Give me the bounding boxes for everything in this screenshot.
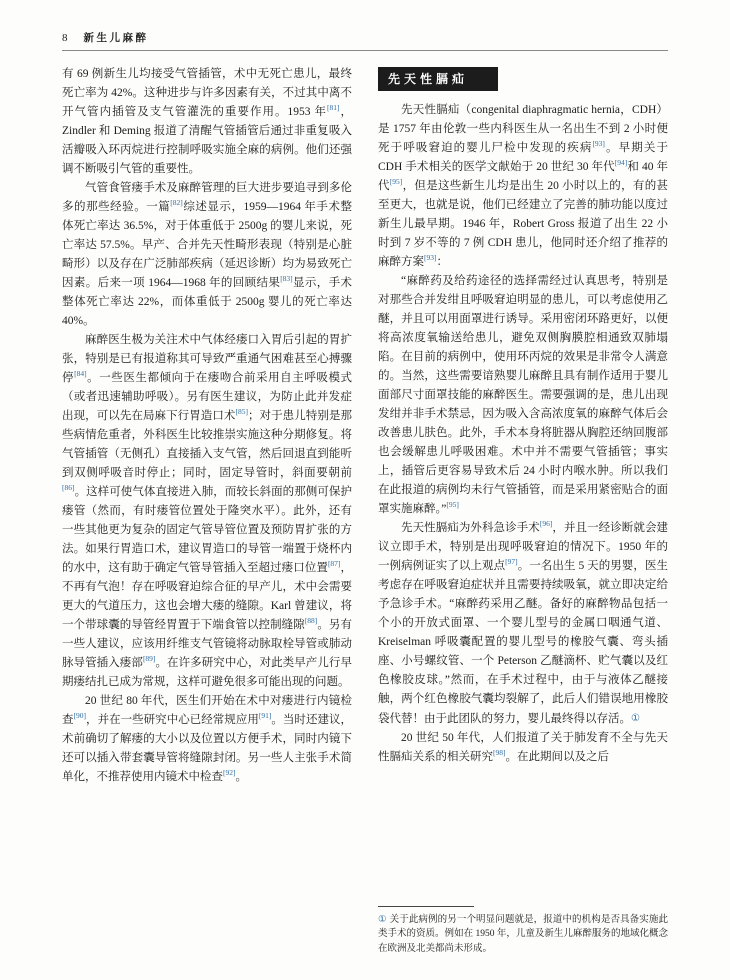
right-paragraph [378, 519, 668, 729]
citation-ref: [92] [223, 768, 236, 778]
text-run: 显示，手术整体死亡率达 22%，而体重低于 2500g 婴儿的死亡率达 40%。 [62, 277, 352, 327]
citation-ref: [87] [327, 559, 341, 569]
citation-ref: [96] [539, 519, 553, 529]
text-run: 。在许多研究中心，对此类早产儿行早期瘘结扎已成为常规，这样可避免很多可能出现的问题。 [62, 657, 352, 688]
citation-ref: [88] [304, 616, 318, 626]
text-run: 和 40 年代 [378, 161, 668, 192]
book-title: 新生儿麻醉 [83, 33, 149, 44]
text-run: 。另有一些人建议，应该用纤维支气管镜将动脉取栓导管或肺动脉导管插入瘘部 [62, 619, 352, 669]
text-run: ： [436, 256, 448, 268]
footnote-text: 关于此病例的另一个明显问题就是，报道中的机构是否具备实施此类手术的资质。例如在 1950 年，儿童及新生儿麻醉服务的地域化概念在欧洲及北美都尚未形成。 [378, 914, 668, 954]
right-column [378, 65, 668, 956]
citation-ref: [85] [235, 407, 248, 417]
text-run: ，Zindler 和 Deming 报道了清醒气管插管后通过非重复吸入活瓣吸入环丙烷进行控制呼吸实施全麻的病例。他们还强调不断吸引气管的重要性。 [62, 106, 352, 175]
citation-ref: [97] [505, 557, 518, 567]
citation-ref: [84] [74, 369, 87, 379]
right-paragraph [378, 729, 668, 767]
text-run: ，并且一经诊断就会建议立即手术，特别是出现呼吸窘迫的情况下。1950 年的一例病例证实了以上观点 [378, 522, 668, 572]
left-paragraph [62, 65, 352, 179]
left-paragraph [62, 331, 352, 692]
text-run: 20 世纪 80 年代，医生们开始在术中对瘘进行内镜检查 [62, 695, 352, 726]
citation-ref: [83] [280, 274, 293, 284]
citation-ref: [93] [592, 139, 605, 149]
text-run: ，但是这些新生儿均是出生 20 小时以上的，有的甚至更大，也就是说，他们已经建立了完善的肺功能以度过新生儿最早期。1946 年，Robert Gross 报道了出生 22 小时到 7 岁不等的 7 例 CDH 患儿，他同时还介绍了推荐的麻醉方案 [378, 180, 668, 268]
text-run: 。一名出生 5 天的男婴，医生考虑存在呼吸窘迫症状并且需要持续吸氧，就立即决定给予急诊手术。“麻醉药采用乙醚。备好的麻醉物品包括一个小的开放式面罩、一个婴儿型号的金属口咽通气道、Kreiselman 呼吸囊配置的婴儿型号的橡胶气囊、弯头插座、小号螺纹管、一个 Peterson 乙醚滴杯、贮气囊以及红色橡胶皮球。”然而，在手术过程中，由于与液体乙醚接触，两个红色橡胶气囊均裂解了，此后人们错误地用橡胶袋代替！由于此团队的努力，婴儿最终得以存活。 [378, 560, 668, 725]
text-run: ，不再有气泡！存在呼吸窘迫综合征的早产儿，术中会需要更大的气道压力，这也会增大瘘的缝隙。Karl 曾建议，将一个带球囊的导管经胃置于下端食管以控制缝隙 [62, 562, 352, 631]
footnote-marker: ① [378, 914, 387, 925]
text-run: 气管食管瘘手术及麻醉管理的巨大进步要追寻到多伦多的那些经验。一篇 [62, 182, 352, 213]
citation-ref: [91] [258, 711, 272, 721]
section-heading: 先天性膈疝 [378, 67, 498, 91]
citation-ref: [89] [142, 654, 156, 664]
right-paragraph [378, 101, 668, 272]
text-run: 。 [235, 771, 247, 783]
text-run: 。在此期间以及之后 [505, 751, 609, 763]
citation-ref: [95] [389, 177, 403, 187]
footnote [378, 913, 668, 957]
right-paragraph [378, 272, 668, 519]
text-run: 麻醉医生极为关注术中气体经瘘口入胃后引起的胃扩张，特别是已有报道称其可导致严重通气困难甚至心搏骤停 [62, 334, 352, 384]
citation-ref: [90] [73, 711, 87, 721]
citation-ref: [81] [326, 103, 340, 113]
text-run: 。早期关于 CDH 手术相关的医学文献始于 20 世纪 30 年代 [378, 142, 668, 173]
citation-ref: [93] [424, 253, 437, 263]
left-paragraph [62, 692, 352, 787]
page-number: 8 [62, 32, 68, 44]
left-column [62, 65, 352, 956]
text-run: 先天性膈疝为外科急诊手术 [401, 522, 540, 534]
text-run: ；对于患儿特别是那些病情危重者，外科医生比较推崇实施这种分期修复。将气管插管（无侧孔）直接插入支气管，然后回退直到能听到双侧呼吸音时停止；同时，固定导管时，斜面要朝前 [62, 410, 353, 479]
text-run: 。一些医生都倾向于在瘘吻合前采用自主呼吸模式（或者迅速辅助呼吸）。另有医生建议，为防止此并发症出现，可以先在局麻下行胃造口术 [62, 372, 353, 422]
section-heading-row [378, 67, 668, 91]
page-header [62, 30, 668, 51]
text-run: 综述显示，1959—1964 年手术整体死亡率达 36.5%，对于体重低于 2500g 的婴儿来说，死亡率达 57.5%。早产、合并先天性畸形表现（特别是心脏畸形）以及存在广泛肺部疾病（延迟诊断）均为易致死亡因素。后来一项 1964—1968 年的回顾结果 [62, 201, 352, 289]
citation-ref: [95] [446, 500, 459, 510]
citation-ref: [94] [614, 158, 628, 168]
citation-ref: [98] [493, 748, 506, 758]
right-column-text [378, 101, 668, 767]
two-column-body [62, 65, 668, 956]
text-run: 先天性膈疝（congenital diaphragmatic hernia，CDH）是 1757 年由伦敦一些内科医生从一名出生不到 2 小时便死于呼吸窘迫的婴儿尸检中发现的疾病 [378, 104, 668, 154]
citation-ref: [86] [62, 483, 75, 493]
text-run: 。当时还建议，术前确切了解瘘的大小以及位置以方便手术，同时内镜下还可以插入带套囊导管将缝隙封闭。另一些人主张手术简单化，不推荐使用内镜术中检查 [62, 714, 353, 783]
footnote-ref: ① [631, 713, 640, 724]
citation-ref: [82] [170, 198, 183, 208]
text-run: 有 69 例新生儿均接受气管插管，术中无死亡患儿，最终死亡率为 42%。这种进步与许多因素有关，不过其中离不开气管内插管及支气管灌洗的重要作用。1953 年 [62, 68, 352, 118]
footnote-divider [378, 906, 474, 907]
footnote-block [378, 906, 668, 957]
left-column-text [62, 65, 352, 787]
left-paragraph [62, 179, 352, 331]
text-run: 。这样可使气体直接进入肺，而较长斜面的那侧可保护瘘管（然而，有时瘘管位置处于隆突水平）。此外，还有一些其他更为复杂的固定气管导管位置及预防胃扩张的方法。如果行胃造口术，建议胃造口的导管一端置于烧杯内的水中，这有助于确定气管导管插入至超过瘘口位置 [62, 486, 352, 574]
text-run: “麻醉药及给药途径的选择需经过认真思考，特别是对那些合并发绀且呼吸窘迫明显的患儿，可以考虑使用乙醚，并且可以用面罩进行诱导。采用密闭环路更好，以便将高浓度氧输送给患儿，避免双侧胸膜腔相通致双肺塌陷。在目前的病例中，使用环丙烷的效果是非常令人满意的。当然，这些需要谙熟婴儿麻醉且具有制作适用于婴儿面部尺寸面罩技能的麻醉医生。需要强调的是，患儿出现发绀并非手术禁忌，因为吸入含高浓度氧的麻醉气体后会改善患儿肤色。此外，手术本身将脏器从胸腔还纳回腹部也会缓解患儿呼吸困难。术中并不需要气管插管；事实上，插管后更容易导致术后 24 小时内喉水肿。所以我们在此报道的病例均未行气管插管，而是采用紧密贴合的面罩实施麻醉。” [378, 275, 668, 515]
text-run: 20 世纪 50 年代，人们报道了关于肺发育不全与先天性膈疝关系的相关研究 [378, 732, 668, 763]
text-run: ，并在一些研究中心已经常规应用 [86, 714, 259, 726]
